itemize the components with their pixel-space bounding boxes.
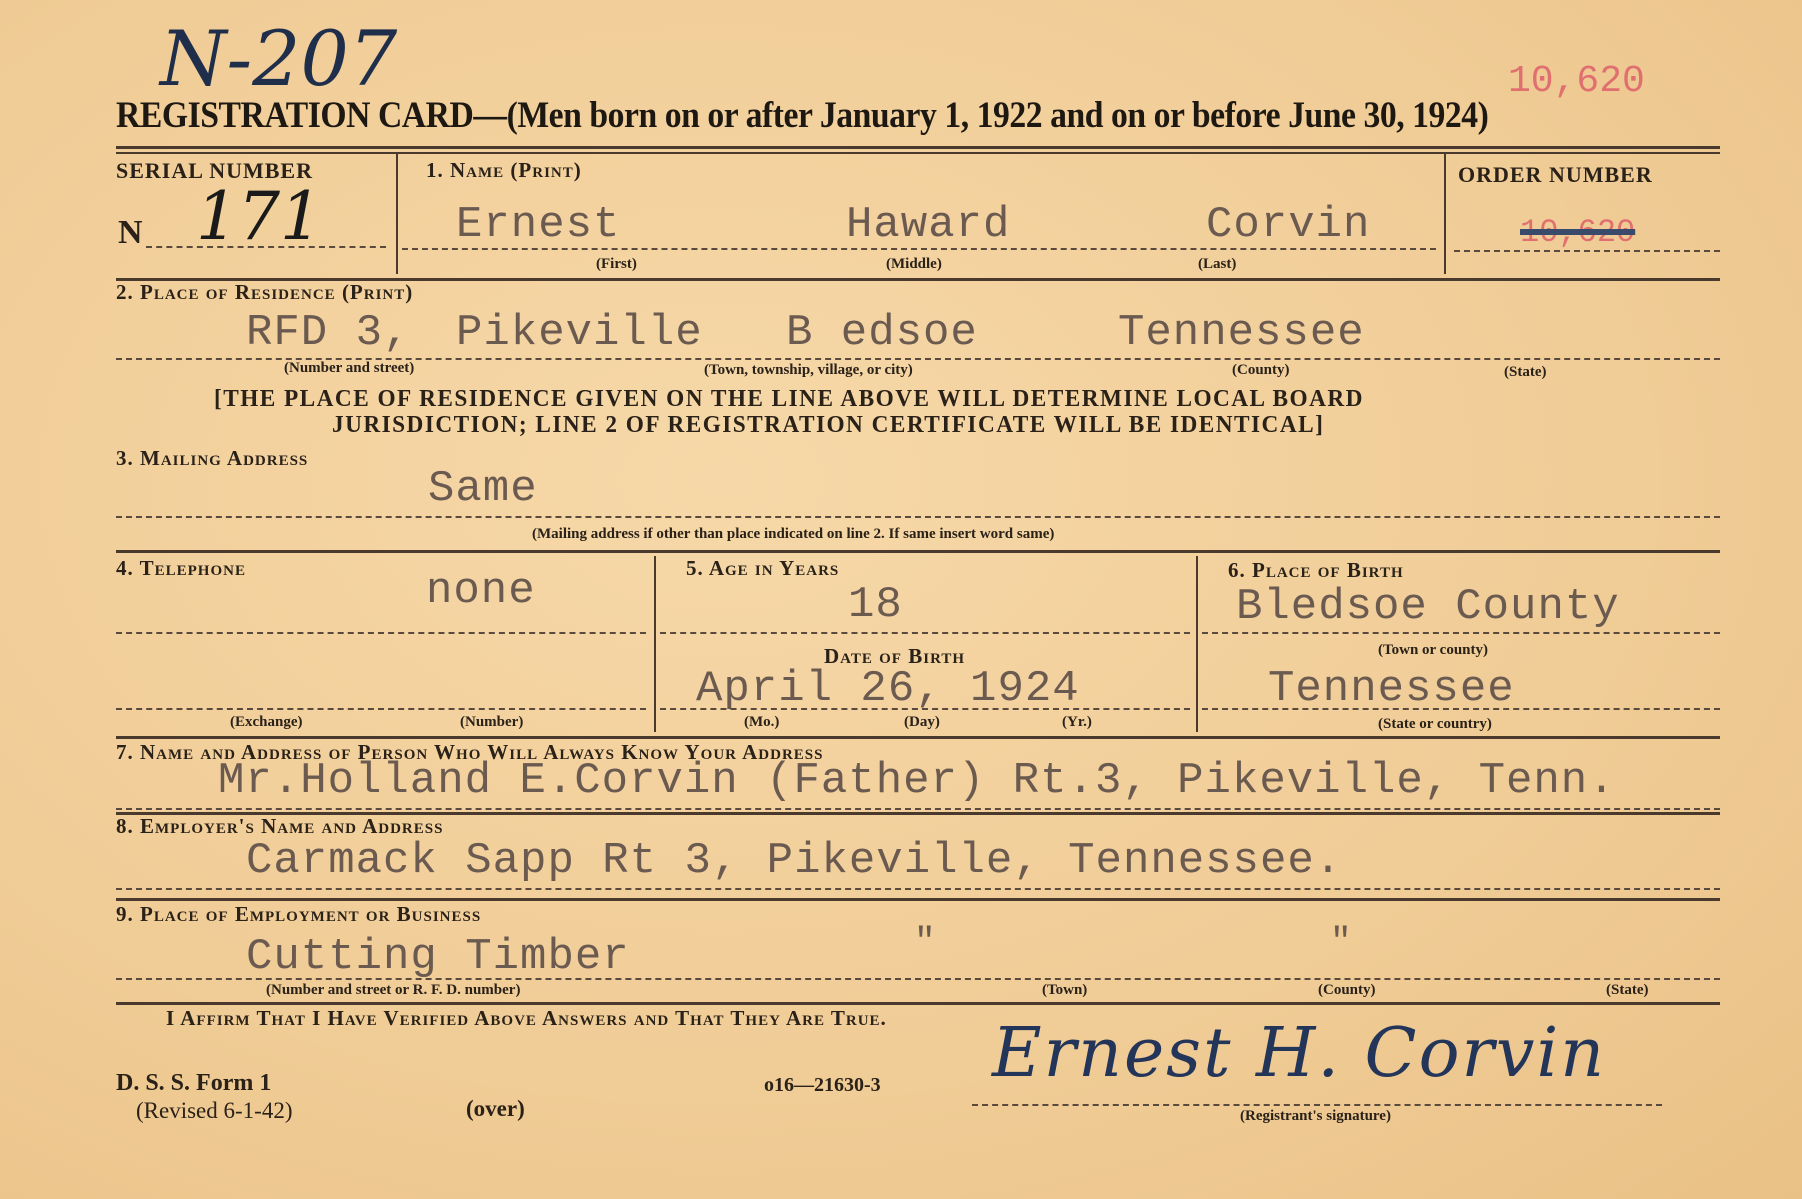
mailing-address-value: Same	[428, 464, 538, 514]
jurisdiction-notice-line2: JURISDICTION; LINE 2 OF REGISTRATION CERTIFICATE WILL BE IDENTICAL]	[332, 412, 1325, 438]
form-name: D. S. S. Form 1	[116, 1070, 272, 1096]
dob-year-caption: (Yr.)	[1062, 714, 1092, 730]
birth-state-value: Tennessee	[1268, 664, 1515, 714]
first-name-value: Ernest	[456, 200, 621, 250]
affirmation-text: I Affirm That I Have Verified Above Answers and That They Are True.	[166, 1006, 887, 1030]
over-note: (over)	[466, 1096, 525, 1121]
jurisdiction-notice-line1: [THE PLACE OF RESIDENCE GIVEN ON THE LINE ABOVE WILL DETERMINE LOCAL BOARD	[214, 386, 1364, 412]
residence-label: 2. Place of Residence (Print)	[116, 280, 414, 304]
ditto-county: "	[1330, 922, 1352, 963]
date-of-birth-value: April 26, 1924	[696, 664, 1080, 714]
order-number-label: ORDER NUMBER	[1458, 162, 1653, 187]
contact-person-label: 7. Name and Address of Person Who Will Always Know Your Address	[116, 740, 824, 764]
birth-state-caption: (State or country)	[1378, 716, 1492, 732]
age-value: 18	[848, 580, 903, 630]
middle-name-caption: (Middle)	[886, 256, 942, 272]
name-label: 1. Name (Print)	[426, 158, 582, 182]
employment-town-caption: (Town)	[1042, 982, 1088, 998]
residence-street-value: RFD 3,	[246, 308, 411, 358]
order-number-struck: 10,620	[1520, 214, 1636, 251]
contact-person-value: Mr.Holland E.Corvin (Father) Rt.3, Pikeville, Tenn.	[218, 756, 1616, 806]
signature-caption: (Registrant's signature)	[1240, 1108, 1391, 1124]
birth-town-caption: (Town or county)	[1378, 642, 1489, 658]
employer-value: Carmack Sapp Rt 3, Pikeville, Tennessee.	[246, 836, 1343, 886]
employment-place-label: 9. Place of Employment or Business	[116, 902, 482, 926]
last-name-caption: (Last)	[1198, 256, 1237, 272]
form-revised: (Revised 6-1-42)	[136, 1098, 293, 1123]
employment-county-caption: (County)	[1318, 982, 1376, 998]
birth-town-value: Bledsoe County	[1236, 582, 1620, 632]
ditto-town: "	[914, 922, 936, 963]
registrant-signature: Ernest H. Corvin	[992, 1014, 1606, 1093]
card-title: REGISTRATION CARD—(Men born on or after January 1, 1922 and on or before June 30, 1924)	[116, 95, 1489, 136]
residence-state-value: Tennessee	[1118, 308, 1365, 358]
age-label: 5. Age in Years	[686, 556, 840, 580]
residence-town-caption: (Town, township, village, or city)	[704, 362, 913, 378]
first-name-caption: (First)	[596, 256, 637, 272]
last-name-value: Corvin	[1206, 200, 1371, 250]
mailing-address-caption: (Mailing address if other than place indicated on line 2. If same insert word same)	[532, 526, 1055, 542]
date-of-birth-label: Date of Birth	[824, 644, 966, 668]
serial-prefix: N	[118, 214, 143, 251]
residence-county-value: B edsoe	[786, 308, 978, 358]
middle-name-value: Haward	[846, 200, 1011, 250]
red-stamp-number: 10,620	[1508, 60, 1645, 103]
serial-number-value: 171	[196, 178, 322, 255]
serial-number-label: SERIAL NUMBER	[116, 158, 313, 183]
print-code: o16—21630-3	[764, 1074, 881, 1096]
telephone-number-caption: (Number)	[460, 714, 524, 730]
place-of-birth-label: 6. Place of Birth	[1228, 558, 1404, 582]
employment-state-caption: (State)	[1606, 982, 1649, 998]
dob-month-caption: (Mo.)	[744, 714, 780, 730]
residence-state-caption: (State)	[1504, 364, 1547, 380]
telephone-value: none	[426, 566, 536, 616]
dob-day-caption: (Day)	[904, 714, 940, 730]
telephone-label: 4. Telephone	[116, 556, 246, 580]
file-number-handwritten: N-207	[160, 14, 398, 103]
residence-town-value: Pikeville	[456, 308, 703, 358]
residence-street-caption: (Number and street)	[284, 360, 415, 376]
mailing-address-label: 3. Mailing Address	[116, 446, 309, 470]
employer-label: 8. Employer's Name and Address	[116, 814, 444, 838]
employment-place-value: Cutting Timber	[246, 932, 630, 982]
residence-county-caption: (County)	[1232, 362, 1290, 378]
employment-street-caption: (Number and street or R. F. D. number)	[266, 982, 521, 998]
telephone-exchange-caption: (Exchange)	[230, 714, 303, 730]
